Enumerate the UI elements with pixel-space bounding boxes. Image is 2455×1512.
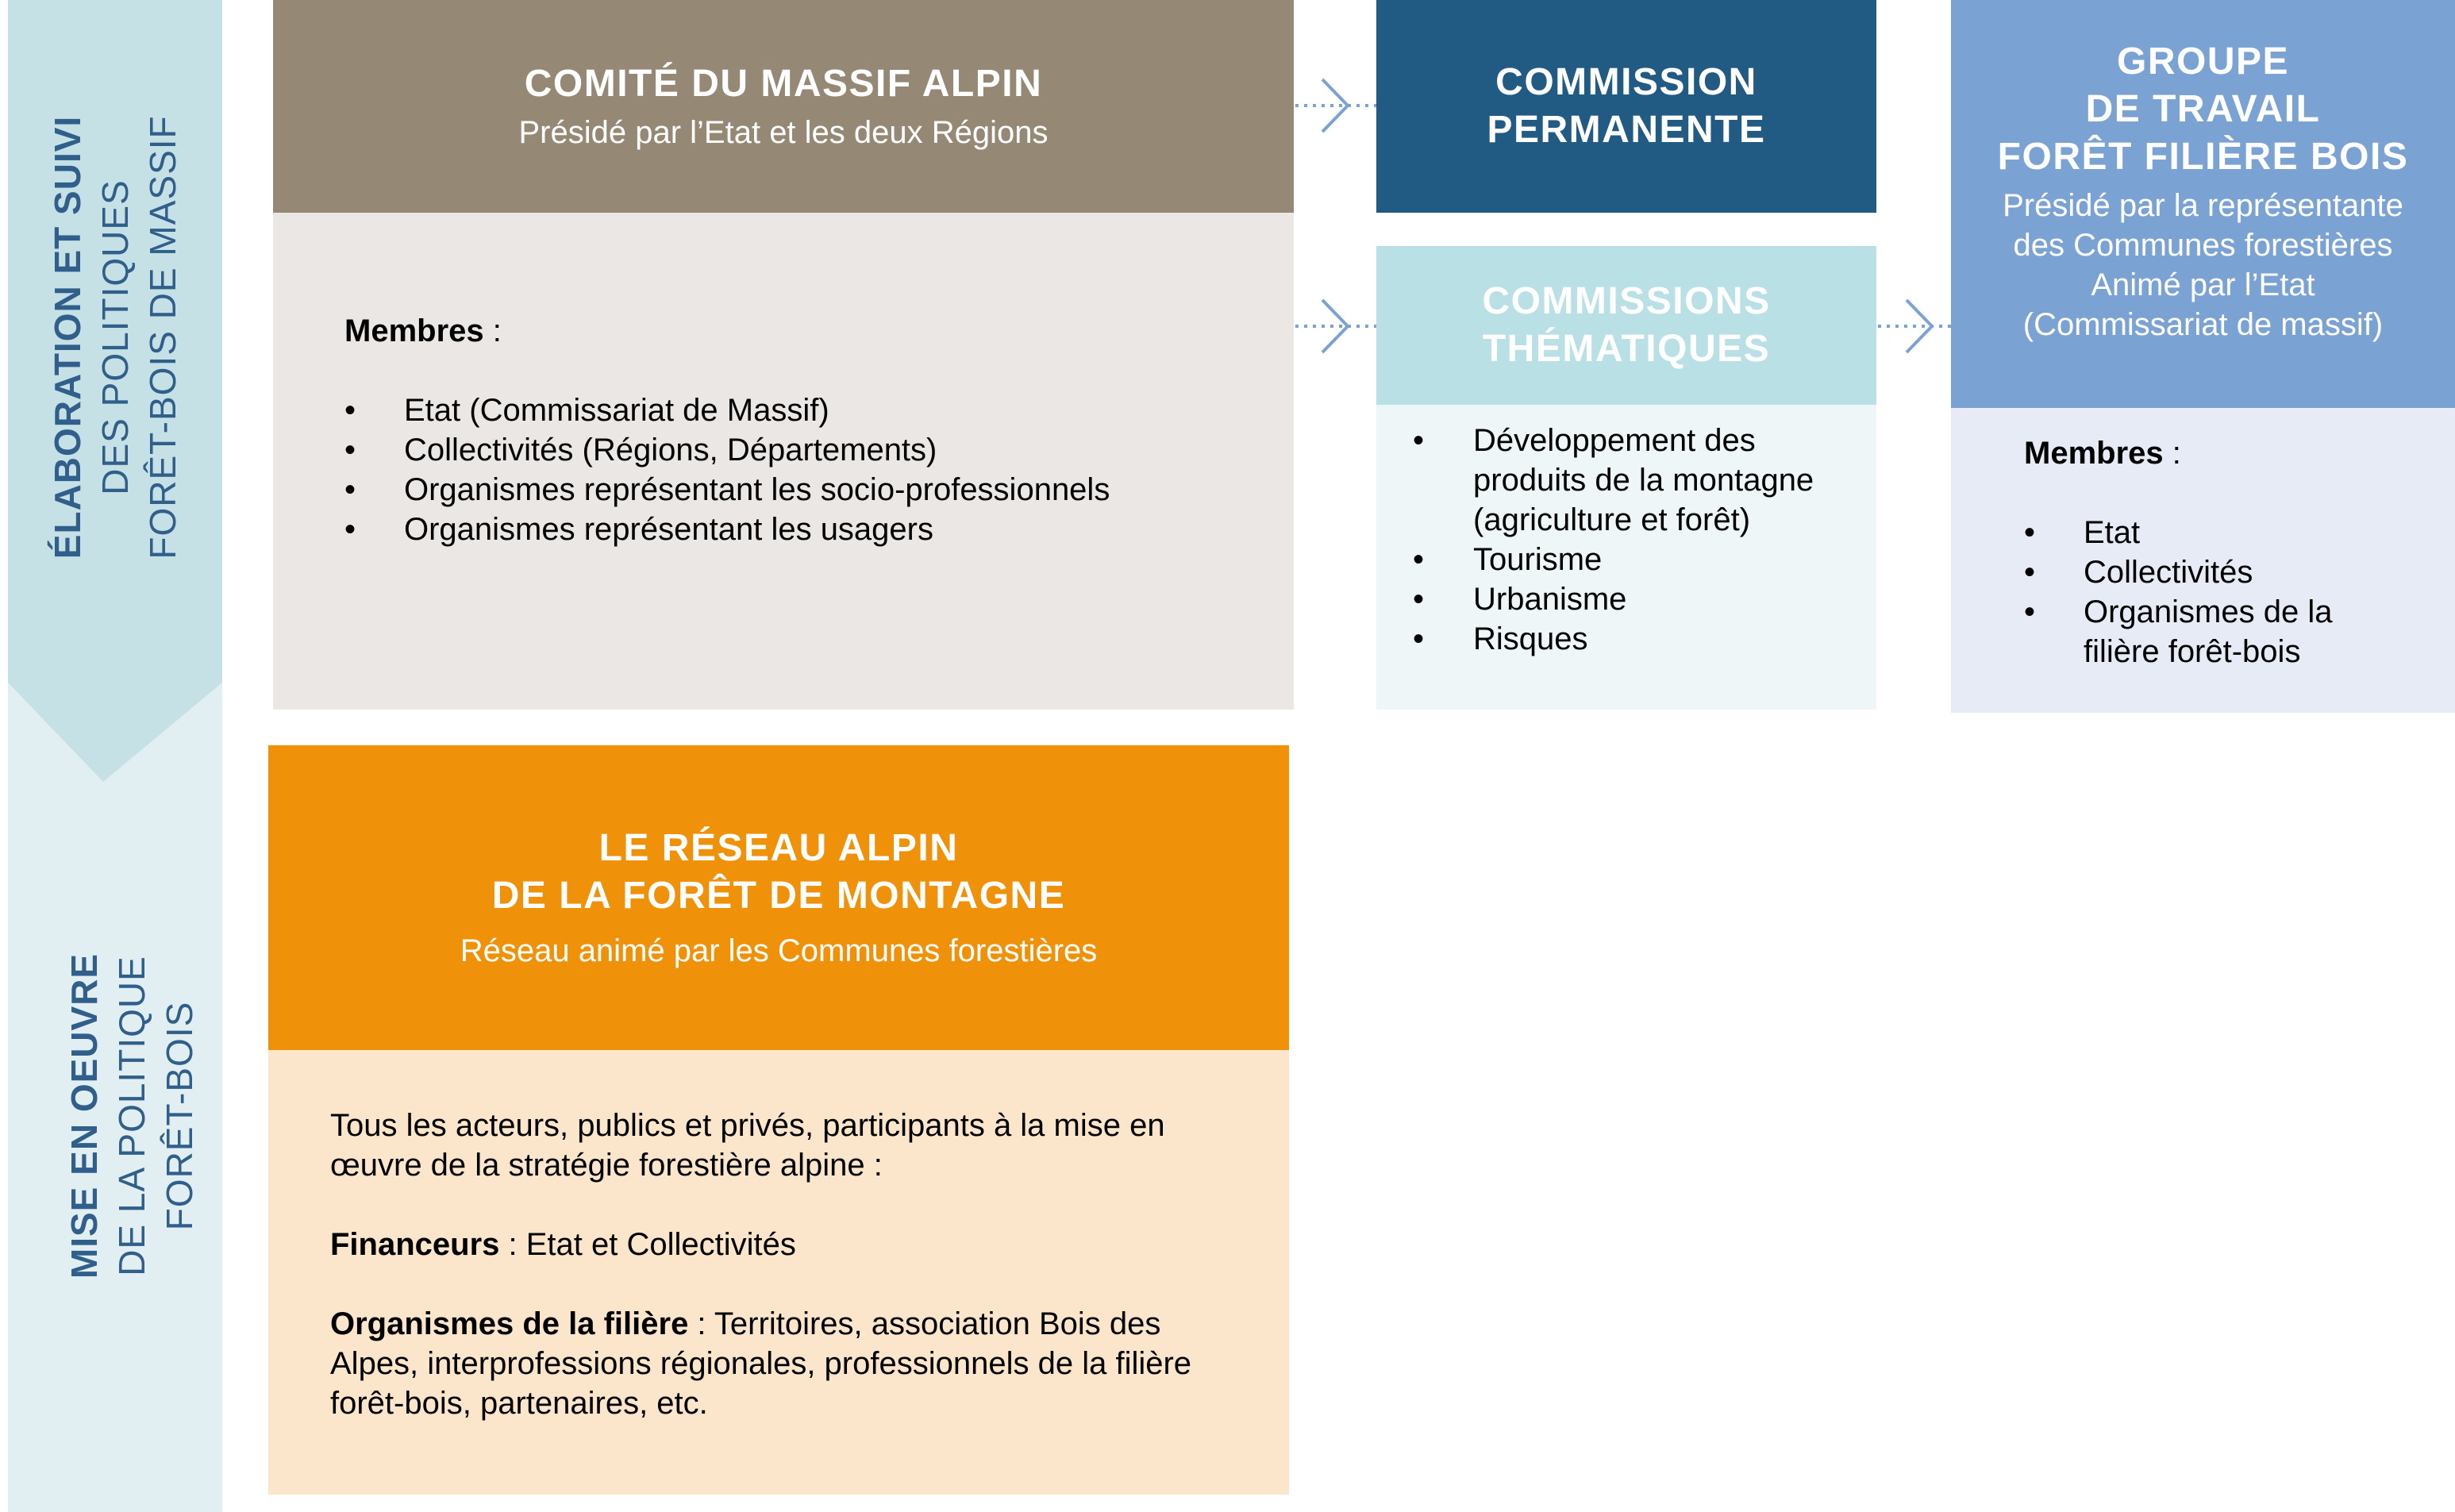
reseau-panel bbox=[268, 1050, 1289, 1495]
reseau-financeurs bbox=[330, 1225, 1226, 1264]
arrow-comite-to-thematiques bbox=[1295, 300, 1376, 352]
financeurs-label: Financeurs bbox=[330, 1227, 500, 1262]
phase2-line2: DE LA POLITIQUE bbox=[111, 956, 152, 1276]
phase1-line2: DES POLITIQUES bbox=[94, 179, 136, 495]
comite-subtitle: Présidé par l’Etat et les deux Régions bbox=[518, 115, 1049, 150]
list-item: • Etat (Commissariat de Massif) bbox=[344, 391, 1294, 430]
comite-members-heading bbox=[344, 311, 1294, 351]
arrow-thematiques-to-groupe bbox=[1878, 300, 1951, 352]
reseau-subtitle: Réseau animé par les Communes forestières bbox=[460, 933, 1098, 968]
commission-permanente-title: COMMISSION PERMANENTE bbox=[1487, 61, 1766, 151]
comite-header bbox=[273, 0, 1294, 213]
groupe-members-label: Membres bbox=[2024, 436, 2164, 471]
groupe-travail-subtitle: Présidé par la représentante des Communes forestières Animé par l’Etat (Commissariat de massif) bbox=[2003, 188, 2403, 342]
groupe-travail-members-panel bbox=[1951, 408, 2455, 713]
groupe-travail-header bbox=[1951, 0, 2455, 408]
groupe-members-heading bbox=[2024, 433, 2455, 473]
organismes-text: : Territoires, association Bois des Alpes, interprofessions régionales, professionnels de la filière forêt-bois, partenaires, etc. bbox=[330, 1306, 1192, 1421]
list-item: • Collectivités bbox=[2024, 552, 2455, 592]
thematiques-list bbox=[1413, 421, 1876, 659]
arrow-comite-to-permanente bbox=[1295, 79, 1376, 132]
list-item: • Organismes représentant les socio-professionnels bbox=[344, 470, 1294, 510]
list-item: • Etat bbox=[2024, 513, 2455, 552]
comite-members-panel bbox=[273, 213, 1294, 710]
list-item: • Urbanisme bbox=[1413, 579, 1876, 619]
comite-members-list bbox=[344, 391, 1294, 549]
phase1-label bbox=[44, 0, 187, 679]
phase1-line1: ÉLABORATION ET SUIVI bbox=[47, 115, 88, 560]
list-item: • Collectivités (Régions, Départements) bbox=[344, 430, 1294, 470]
groupe-members-suffix: : bbox=[2163, 436, 2181, 471]
comite-members-label: Membres bbox=[344, 314, 484, 348]
financeurs-text: : Etat et Collectivités bbox=[499, 1227, 796, 1262]
organismes-label: Organismes de la filière bbox=[330, 1306, 689, 1341]
comite-members-suffix: : bbox=[483, 314, 502, 348]
commissions-thematiques-panel bbox=[1376, 405, 1876, 710]
phase2-line3: FORÊT-BOIS bbox=[159, 1001, 200, 1231]
groupe-travail-title: GROUPE DE TRAVAIL FORÊT FILIÈRE BOIS bbox=[1997, 40, 2409, 178]
phase2-line1: MISE EN OEUVRE bbox=[63, 952, 105, 1279]
commission-permanente-box bbox=[1376, 0, 1876, 213]
reseau-intro: Tous les acteurs, publics et privés, participants à la mise en œuvre de la stratégie forestière alpine : bbox=[330, 1108, 1165, 1183]
groupe-members-list bbox=[2024, 513, 2455, 671]
phase1-line3: FORÊT-BOIS DE MASSIF bbox=[142, 115, 183, 560]
list-item: • Tourisme bbox=[1413, 540, 1876, 579]
reseau-organismes bbox=[330, 1304, 1226, 1423]
commissions-thematiques-header bbox=[1376, 246, 1876, 405]
reseau-title: LE RÉSEAU ALPIN DE LA FORÊT DE MONTAGNE bbox=[491, 827, 1066, 917]
reseau-header bbox=[268, 745, 1289, 1050]
list-item: • Organismes représentant les usagers bbox=[344, 510, 1294, 549]
list-item: • Développement des produits de la montagne (agriculture et forêt) bbox=[1413, 421, 1876, 540]
phase2-label bbox=[60, 775, 203, 1457]
commissions-thematiques-title: COMMISSIONS THÉMATIQUES bbox=[1482, 280, 1771, 370]
comite-title: COMITÉ DU MASSIF ALPIN bbox=[524, 63, 1043, 105]
list-item: • Risques bbox=[1413, 619, 1876, 659]
list-item: • Organismes de la filière forêt-bois bbox=[2024, 592, 2455, 671]
